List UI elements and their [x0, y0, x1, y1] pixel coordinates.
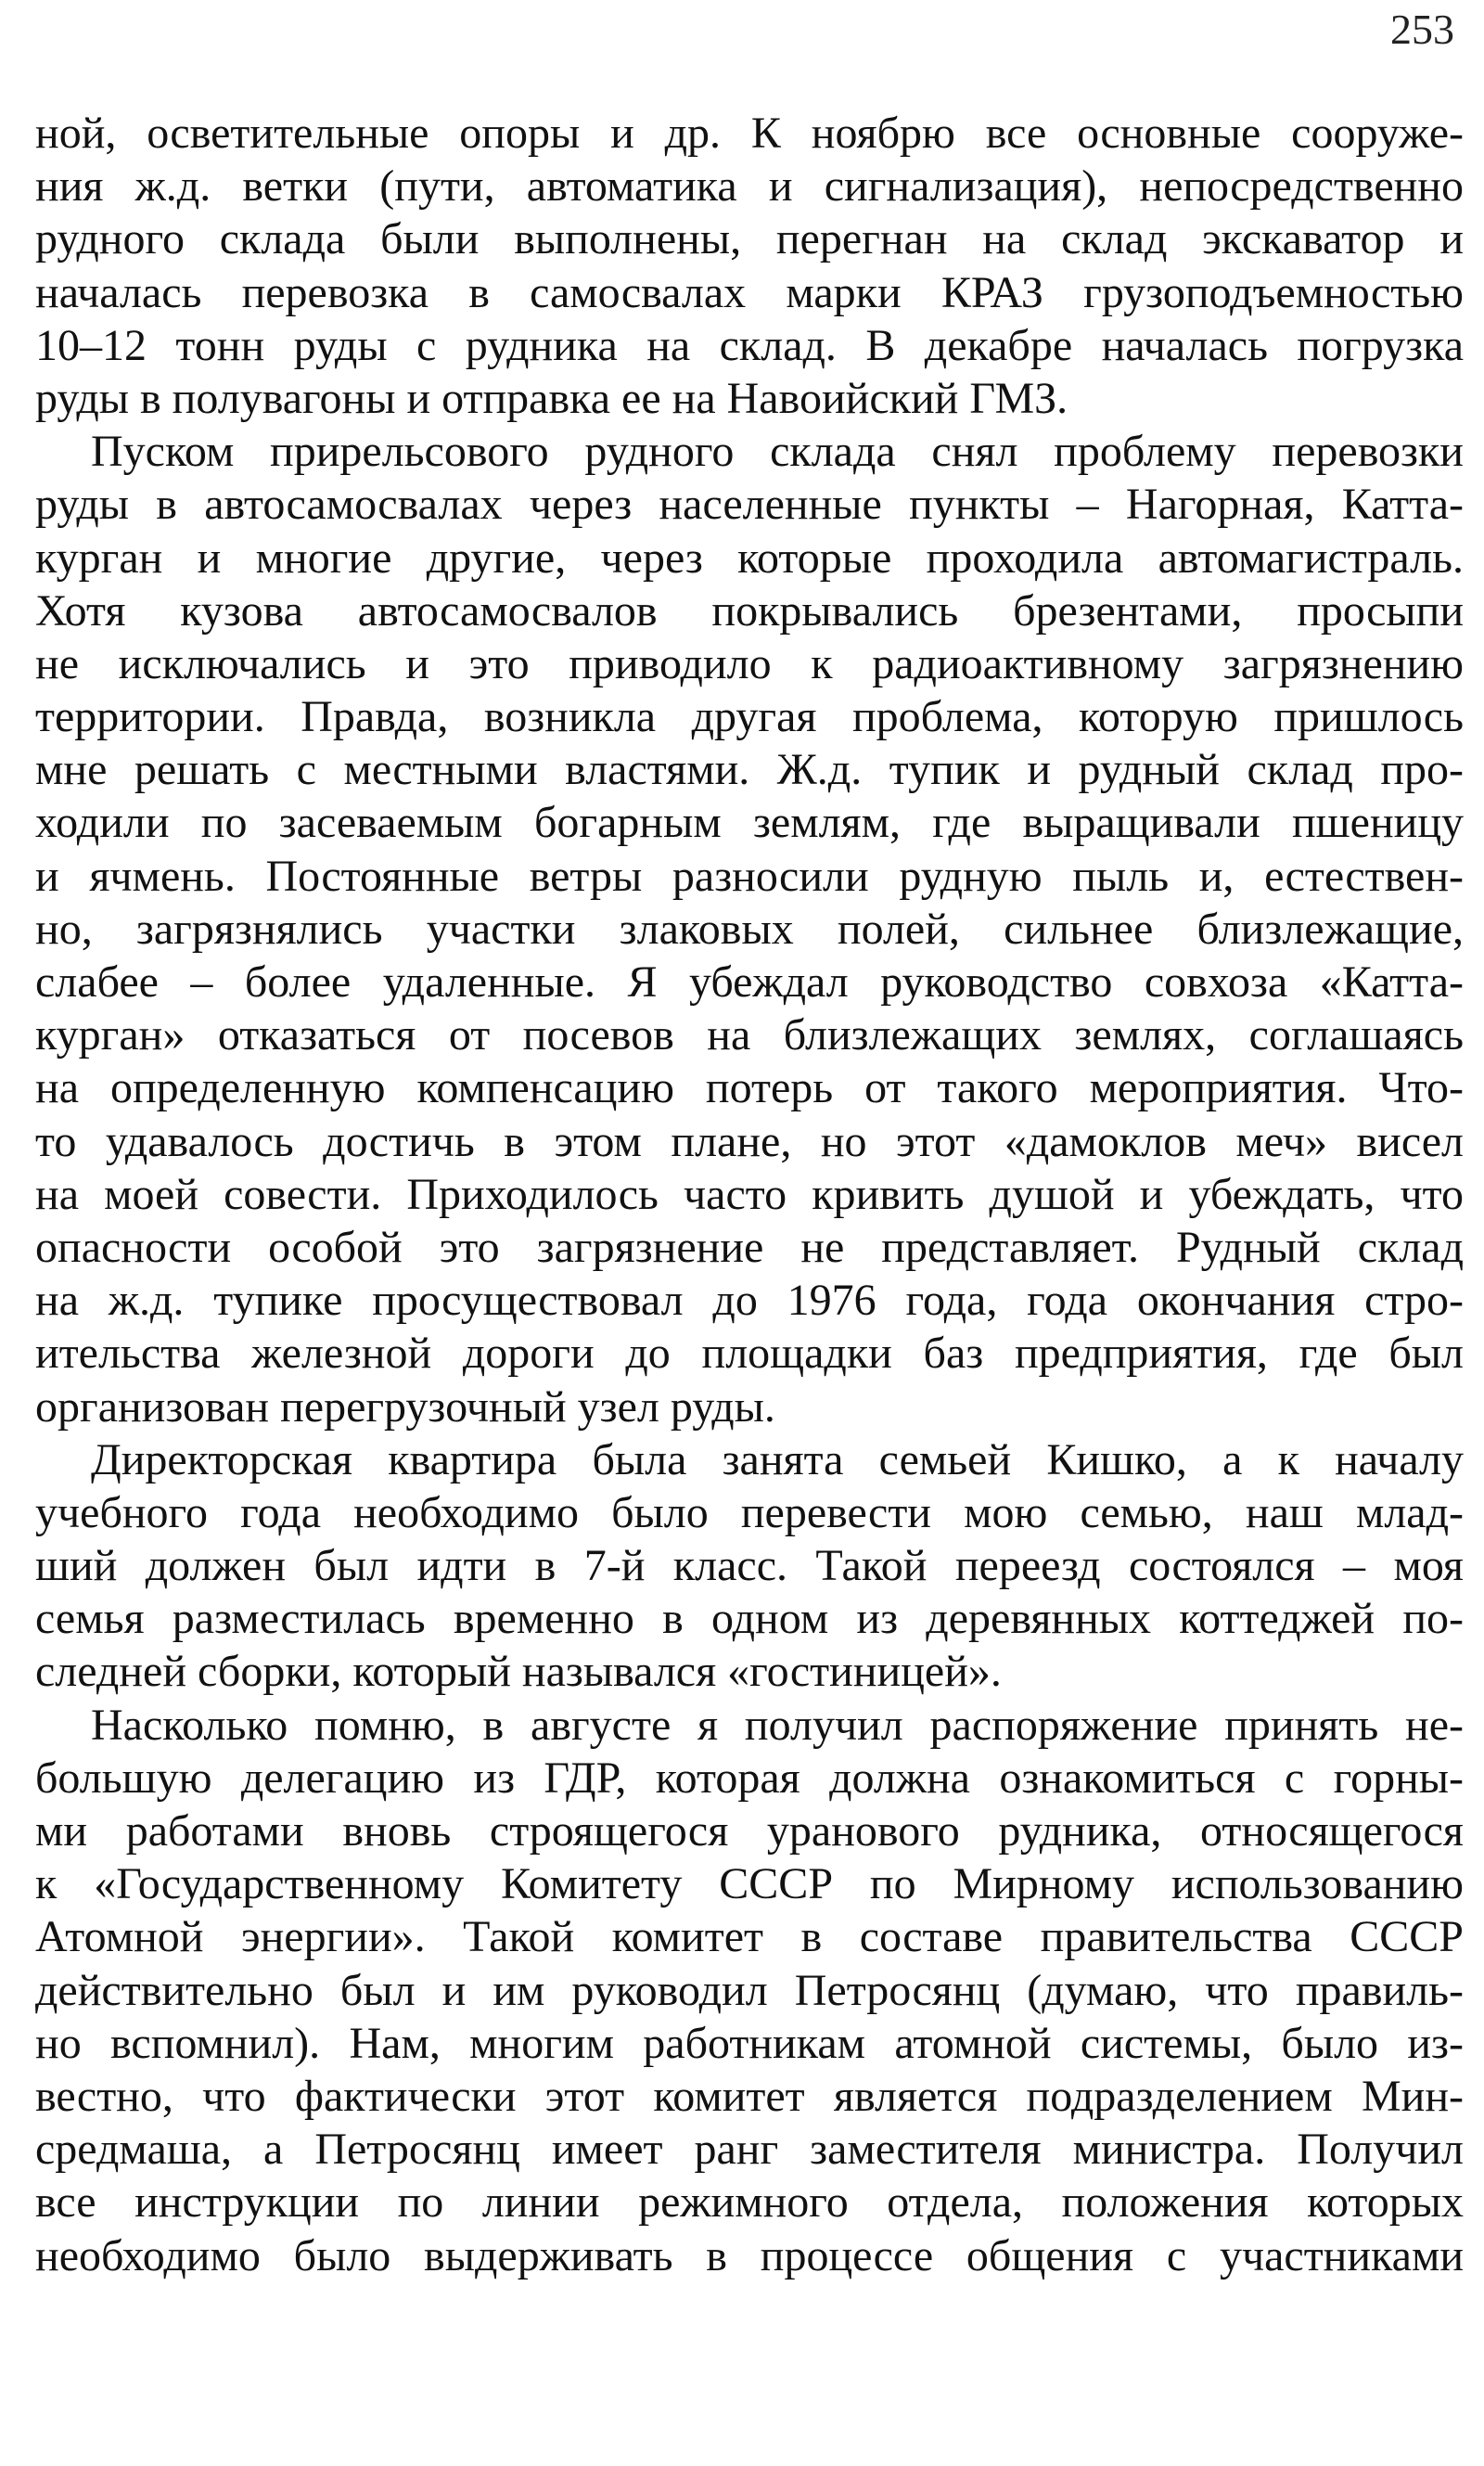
text-line: средмаша, а Петросянц имеет ранг заместителя министра. Получил	[35, 2125, 1464, 2175]
text-line: территории. Правда, возникла другая проблема, которую пришлось	[35, 692, 1464, 742]
text-line: ший должен был идти в 7-й класс. Такой переезд состоялся – моя	[35, 1541, 1464, 1591]
text-line: но вспомнил). Нам, многим работникам атомной системы, было из-	[35, 2018, 1464, 2068]
text-line: ходили по засеваемым богарным землям, где выращивали пшеницу	[35, 798, 1464, 848]
body-text	[35, 107, 1464, 2282]
text-line: на определенную компенсацию потерь от такого мероприятия. Что-	[35, 1063, 1464, 1113]
text-line: ния ж.д. ветки (пути, автоматика и сигнализация), непосредственно	[35, 161, 1464, 212]
text-line: вестно, что фактически этот комитет является подразделением Мин-	[35, 2071, 1464, 2121]
text-line: ительства железной дороги до площадки баз предприятия, где был	[35, 1329, 1464, 1379]
text-line: на ж.д. тупике просуществовал до 1976 года, года окончания стро-	[35, 1276, 1464, 1326]
text-line: следней сборки, который назывался «гостиницей».	[35, 1647, 1002, 1697]
text-line: началась перевозка в самосвалах марки КРАЗ грузоподъемностью	[35, 267, 1464, 317]
text-line: и ячмень. Постоянные ветры разносили рудную пыль и, естествен-	[35, 851, 1464, 901]
text-line: на моей совести. Приходилось часто кривить душой и убеждать, что	[35, 1169, 1464, 1219]
text-line: мне решать с местными властями. Ж.д. тупик и рудный склад про-	[35, 745, 1464, 795]
text-line: Хотя кузова автосамосвалов покрывались брезентами, просыпи	[35, 585, 1464, 636]
text-line: то удавалось достичь в этом плане, но этот «дамоклов меч» висел	[35, 1116, 1464, 1166]
text-line: к «Государственному Комитету СССР по Мирному использованию	[35, 1859, 1464, 1909]
text-line: слабее – более удаленные. Я убеждал руководство совхоза «Катта-	[35, 957, 1464, 1007]
text-line: руды в полувагоны и отправка ее на Навоийский ГМЗ.	[35, 373, 1068, 423]
text-line: семья разместилась временно в одном из деревянных коттеджей по-	[35, 1594, 1464, 1644]
text-line: 10–12 тонн руды с рудника на склад. В декабре началась погрузка	[35, 320, 1464, 370]
text-line: Пуском прирельсового рудного склада снял проблему перевозки	[91, 427, 1464, 477]
text-line: курган» отказаться от посевов на близлежащих землях, соглашаясь	[35, 1010, 1464, 1060]
text-line: организован перегрузочный узел руды.	[35, 1381, 775, 1432]
text-line: Директорская квартира была занята семьей Кишко, а к началу	[91, 1434, 1464, 1484]
text-line: но, загрязнялись участки злаковых полей, сильнее близлежащие,	[35, 904, 1464, 954]
text-line: руды в автосамосвалах через населенные пункты – Нагорная, Катта-	[35, 480, 1464, 530]
text-line: ми работами вновь строящегося уранового рудника, относящегося	[35, 1806, 1464, 1856]
text-line: ной, осветительные опоры и др. К ноябрю все основные сооруже-	[35, 109, 1464, 158]
text-line: опасности особой это загрязнение не представляет. Рудный склад	[35, 1222, 1464, 1272]
text-line: все инструкции по линии режимного отдела, положения которых	[35, 2177, 1464, 2228]
text-line: Атомной энергии». Такой комитет в составе правительства СССР	[35, 1912, 1464, 1962]
text-line: необходимо было выдерживать в процессе общения с участниками	[35, 2230, 1464, 2280]
text-line: действительно был и им руководил Петросянц (думаю, что правиль-	[35, 1965, 1464, 2015]
text-line: большую делегацию из ГДР, которая должна ознакомиться с горны-	[35, 1753, 1464, 1803]
text-line: не исключались и это приводило к радиоактивному загрязнению	[35, 638, 1464, 688]
text-line: рудного склада были выполнены, перегнан на склад экскаватор и	[35, 214, 1464, 264]
text-line: курган и многие другие, через которые проходила автомагистраль.	[35, 533, 1464, 583]
page-number: 253	[1390, 6, 1454, 53]
text-line: учебного года необходимо было перевести мою семью, наш млад-	[35, 1487, 1464, 1537]
text-line: Насколько помню, в августе я получил распоряжение принять не-	[91, 1700, 1464, 1750]
